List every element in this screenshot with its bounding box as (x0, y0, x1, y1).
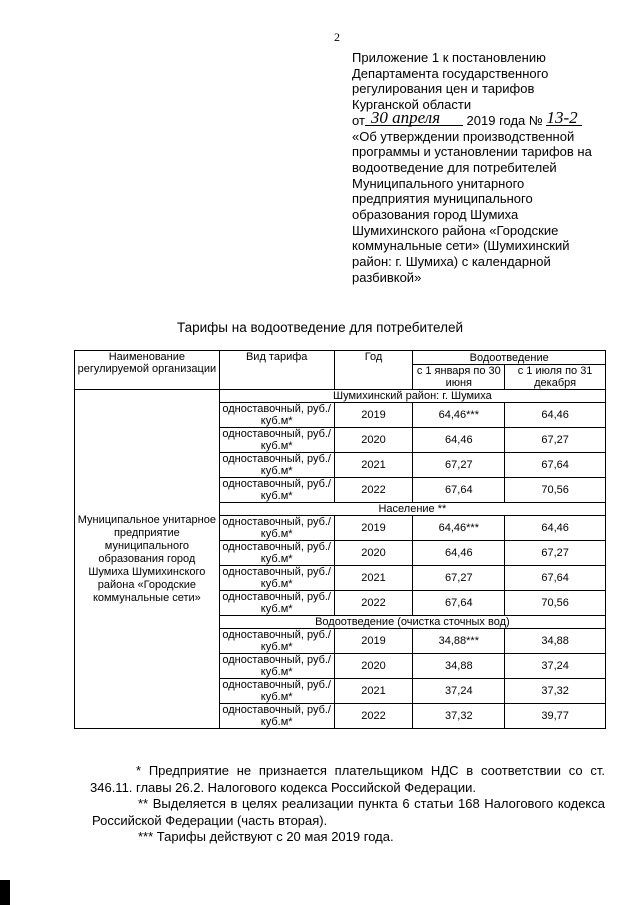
cell-p2: 70,56 (505, 591, 606, 616)
cell-year: 2021 (334, 566, 413, 591)
footnotes (92, 763, 605, 846)
cell-p2: 67,27 (505, 428, 606, 453)
cell-p2: 64,46 (505, 403, 606, 428)
cell-p1: 34,88 (413, 654, 505, 679)
annex-subject-line: разбивкой» (352, 269, 422, 285)
cell-p1: 37,32 (413, 704, 505, 729)
cell-p2: 70,56 (505, 478, 606, 503)
annex-line-3: регулирования цен и тарифов (352, 81, 535, 97)
annex-subject (352, 129, 617, 286)
cell-year: 2021 (334, 453, 413, 478)
table-title: Тарифы на водоотведение для потребителей (176, 320, 464, 335)
cell-p2: 37,32 (505, 679, 606, 704)
cell-p1: 64,46 (413, 428, 505, 453)
cell-type: одноставочный, руб./куб.м* (219, 704, 334, 729)
header-org: Наименование регулируемой организации (75, 351, 220, 390)
cell-year: 2019 (334, 516, 413, 541)
cell-type: одноставочный, руб./куб.м* (219, 541, 334, 566)
annex-subject-line: программы и установлении тарифов на (352, 144, 592, 160)
header-period-1: с 1 января по 30 июня (413, 365, 505, 390)
cell-year: 2020 (334, 654, 413, 679)
footnote-2: ** Выделяется в целях реализации пункта 6 статьи 168 Налогового кодекса Российской Федерации (часть вторая). (92, 796, 605, 828)
cell-p1: 67,64 (413, 478, 505, 503)
cell-p2: 67,64 (505, 566, 606, 591)
scan-edge-mark (0, 880, 10, 905)
cell-year: 2020 (334, 541, 413, 566)
section-title: Население ** (219, 503, 605, 516)
cell-year: 2020 (334, 428, 413, 453)
section-title: Шумихинский район: г. Шумиха (219, 390, 605, 403)
cell-type: одноставочный, руб./куб.м* (219, 403, 334, 428)
org-name: Муниципальное унитарное предприятие муниципального образования город Шумиха Шумихинского района «Городские коммунальные сети» (75, 390, 220, 729)
annex-line-1: Приложение 1 к постановлению (352, 50, 546, 65)
annex-header (352, 50, 617, 286)
cell-p2: 64,46 (505, 516, 606, 541)
annex-line-4: Курганской области (352, 97, 472, 113)
cell-p1: 37,24 (413, 679, 505, 704)
annex-subject-line: Шумихинского района «Городские (352, 222, 559, 238)
annex-subject-line: район: г. Шумиха) с календарной (352, 254, 551, 270)
annex-subject-line: Муниципального унитарного (352, 175, 525, 191)
cell-type: одноставочный, руб./куб.м* (219, 591, 334, 616)
section-title: Водоотведение (очистка сточных вод) (219, 616, 605, 629)
cell-type: одноставочный, руб./куб.м* (219, 428, 334, 453)
annex-subject-line: предприятия муниципального (352, 191, 533, 207)
annex-subject-line: водоотведение для потребителей (352, 159, 557, 175)
cell-p2: 67,64 (505, 453, 606, 478)
cell-year: 2022 (334, 704, 413, 729)
annex-date-line (352, 107, 617, 129)
cell-type: одноставочный, руб./куб.м* (219, 478, 334, 503)
header-service: Водоотведение (413, 351, 606, 365)
tariff-table (74, 350, 606, 729)
cell-year: 2022 (334, 591, 413, 616)
cell-p1: 67,27 (413, 566, 505, 591)
cell-p1: 64,46 (413, 541, 505, 566)
cell-year: 2019 (334, 403, 413, 428)
cell-year: 2022 (334, 478, 413, 503)
from-label: от (352, 112, 365, 128)
annex-subject-line: «Об утверждении производственной (352, 128, 575, 144)
header-period-2: с 1 июля по 31 декабря (505, 365, 606, 390)
cell-type: одноставочный, руб./куб.м* (219, 453, 334, 478)
handwritten-date: 30 апреля (365, 111, 463, 126)
annex-line-2: Департамента государственного (352, 65, 549, 81)
annex-subject-line: образования город Шумиха (352, 207, 519, 223)
page-number: 2 (334, 30, 340, 44)
handwritten-number: 13-2 (546, 111, 582, 126)
footnote-1: * Предприятие не признается плательщиком НДС в соответствии со ст. 346.11. главы 26.2. Налогового кодекса Российской Федерации. (90, 763, 605, 795)
cell-p2: 37,24 (505, 654, 606, 679)
cell-year: 2019 (334, 629, 413, 654)
cell-p1: 64,46*** (413, 403, 505, 428)
annex-subject-line: коммунальные сети» (Шумихинский (352, 238, 570, 254)
cell-p2: 34,88 (505, 629, 606, 654)
cell-year: 2021 (334, 679, 413, 704)
cell-p2: 39,77 (505, 704, 606, 729)
cell-type: одноставочный, руб./куб.м* (219, 654, 334, 679)
cell-p1: 67,27 (413, 453, 505, 478)
cell-type: одноставочный, руб./куб.м* (219, 566, 334, 591)
footnote-3: *** Тарифы действуют с 20 мая 2019 года. (138, 829, 394, 844)
cell-type: одноставочный, руб./куб.м* (219, 679, 334, 704)
header-type: Вид тарифа (219, 351, 334, 390)
header-year: Год (334, 351, 413, 390)
cell-p1: 34,88*** (413, 629, 505, 654)
year-label: 2019 года № (466, 112, 543, 128)
cell-p1: 64,46*** (413, 516, 505, 541)
cell-p2: 67,27 (505, 541, 606, 566)
cell-type: одноставочный, руб./куб.м* (219, 629, 334, 654)
cell-p1: 67,64 (413, 591, 505, 616)
cell-type: одноставочный, руб./куб.м* (219, 516, 334, 541)
